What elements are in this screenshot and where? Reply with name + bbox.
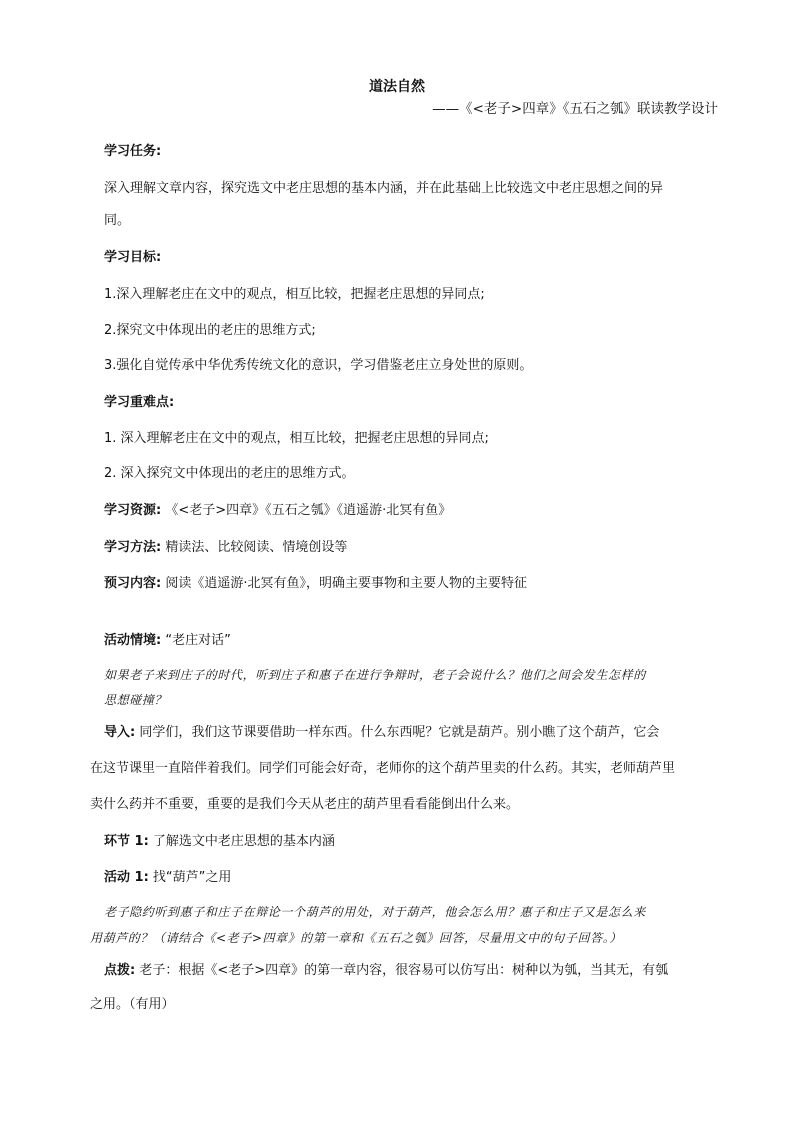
activity1-text: 找“葫芦”之用 <box>152 870 232 885</box>
step1-text: 了解选文中老庄思想的基本内涵 <box>152 834 335 849</box>
preview-text: 阅读《逍遥游·北冥有鱼》，明确主要事物和主要人物的主要特征 <box>165 576 527 591</box>
doc-title: 道法自然 <box>369 79 425 95</box>
question-text-line1: 老子隐约听到惠子和庄子在辩论一个葫芦的用处，对于葫芦，他会怎么用？惠子和庄子又是怎么来 <box>104 905 646 919</box>
resource-heading: 学习资源: <box>104 503 162 518</box>
doc-subtitle: ——《<老子>四章》《五石之瓠》联读教学设计 <box>432 101 718 117</box>
task-text-line2: 同。 <box>104 213 131 228</box>
intro-text-line1: 同学们，我们这节课要借助一样东西。什么东西呢？它就是葫芦。别小瞧了这个葫芦，它会 <box>139 725 660 740</box>
resource-row <box>104 502 451 520</box>
activity-text: “老庄对话” <box>165 633 231 648</box>
scene-text-line1: 如果老子来到庄子的时代，听到庄子和惠子在进行争辩时，老子会说什么？他们之间会发生怎样的 <box>104 668 646 682</box>
hint-heading: 点拨: <box>104 963 136 978</box>
hint-text-line2: 之用。（有用） <box>90 997 175 1012</box>
hint-row <box>104 962 668 980</box>
question-text-line2: 用葫芦的？（请结合《<老子>四章》的第一章和《五石之瓠》回答，尽量用文中的句子回答。） <box>90 931 622 945</box>
key-heading: 学习重难点: <box>104 395 175 410</box>
intro-heading: 导入: <box>104 725 136 740</box>
task-text-line1: 深入理解文章内容，探究选文中老庄思想的基本内涵，并在此基础上比较选文中老庄思想之间的异 <box>104 181 664 196</box>
activity1-heading: 活动 1: <box>104 870 149 885</box>
scene-text-line2: 思想碰撞？ <box>104 693 168 707</box>
preview-row <box>104 575 527 593</box>
goal-heading: 学习目标: <box>104 250 162 265</box>
activity-row <box>104 632 231 650</box>
task-heading: 学习任务: <box>104 144 162 159</box>
preview-heading: 预习内容: <box>104 576 162 591</box>
intro-row <box>104 724 659 742</box>
activity1-row <box>104 869 231 887</box>
resource-text: 《<老子>四章》《五石之瓠》《逍遥游·北冥有鱼》 <box>165 503 452 518</box>
key-item-2: 2. 深入探究文中体现出的老庄的思维方式。 <box>104 466 355 481</box>
step1-row <box>104 833 335 851</box>
goal-item-2: 2.探究文中体现出的老庄的思维方式; <box>104 323 316 338</box>
goal-item-3: 3.强化自觉传承中华优秀传统文化的意识，学习借鉴老庄立身处世的原则。 <box>104 358 533 373</box>
intro-text-line2: 在这节课里一直陪伴着我们。同学们可能会好奇，老师你的这个葫芦里卖的什么药。其实，老师葫芦里 <box>90 761 676 776</box>
key-item-1: 1. 深入理解老庄在文中的观点，相互比较，把握老庄思想的异同点; <box>104 431 489 446</box>
goal-item-1: 1.深入理解老庄在文中的观点，相互比较，把握老庄思想的异同点; <box>104 287 485 302</box>
intro-text-line3: 卖什么药并不重要，重要的是我们今天从老庄的葫芦里看看能倒出什么来。 <box>90 797 520 812</box>
activity-heading: 活动情境: <box>104 633 162 648</box>
step1-heading: 环节 1: <box>104 834 149 849</box>
method-text: 精读法、比较阅读、情境创设等 <box>165 540 348 555</box>
hint-text-line1: 老子：根据《<老子>四章》的第一章内容，很容易可以仿写出：树种以为瓠，当其无，有瓠 <box>139 963 669 978</box>
method-row <box>104 539 347 557</box>
method-heading: 学习方法: <box>104 540 162 555</box>
